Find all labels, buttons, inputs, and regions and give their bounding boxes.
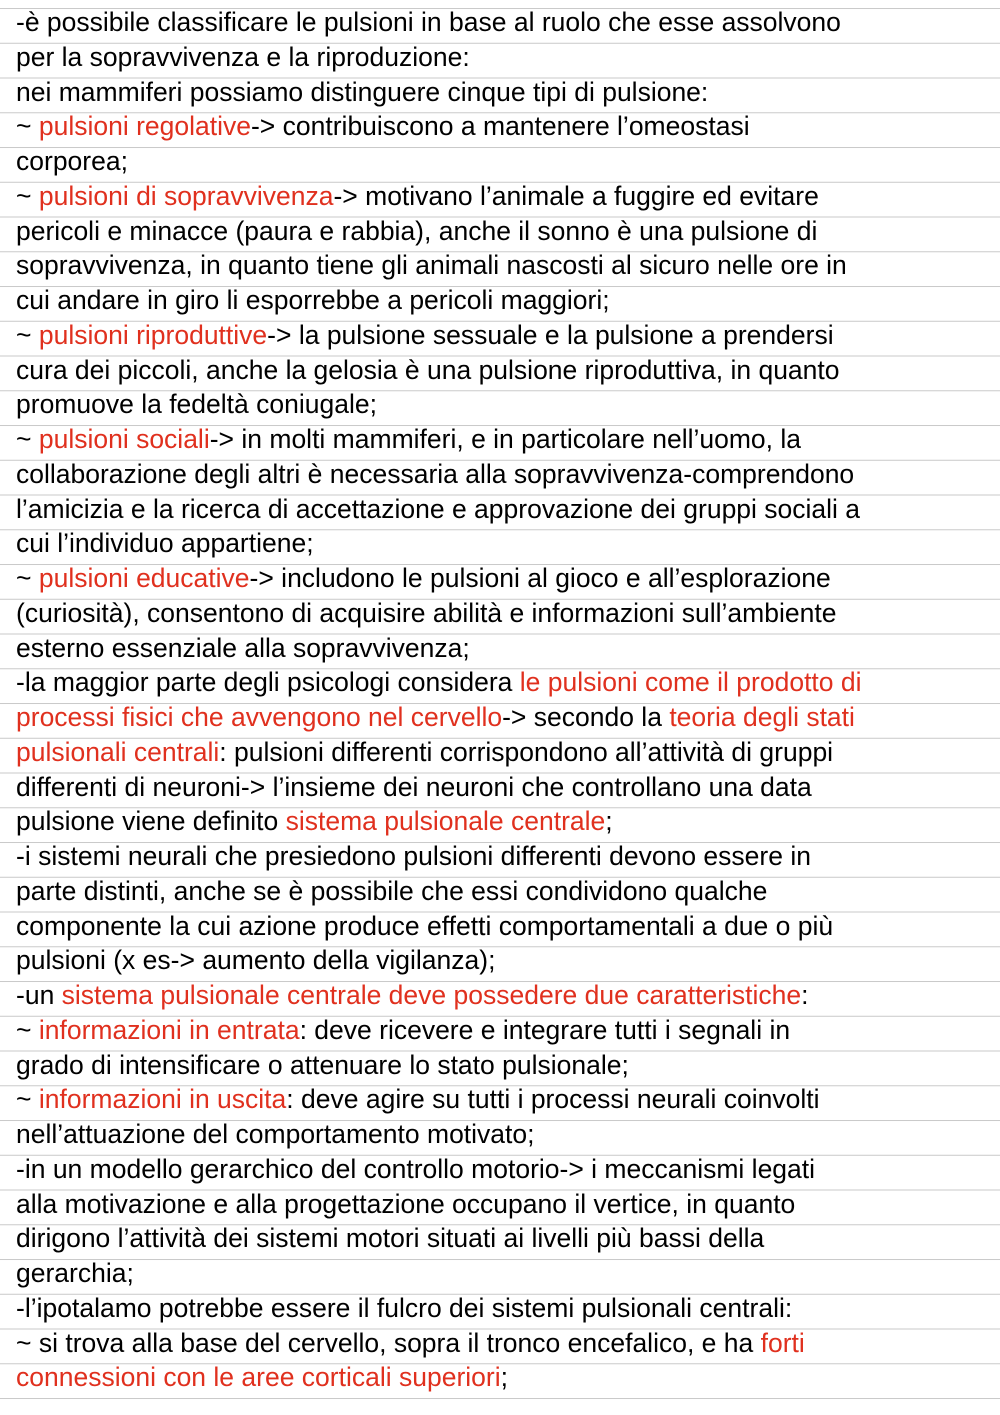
text-segment: ~ si trova alla base del cervello, sopra il tronco encefalico, e ha	[16, 1327, 761, 1358]
text-line	[16, 1152, 984, 1187]
text-line	[16, 1082, 984, 1117]
text-line	[16, 283, 984, 318]
text-segment: : deve ricevere e integrare tutti i segnali in	[299, 1014, 791, 1045]
text-line	[16, 561, 984, 596]
text-segment: -è possibile classificare le pulsioni in base al ruolo che esse assolvono	[16, 7, 841, 37]
text-line	[16, 804, 984, 839]
text-segment: pulsioni (x es-> aumento della vigilanza);	[16, 945, 496, 976]
text-segment: -un	[16, 980, 62, 1010]
text-line	[16, 1256, 984, 1291]
text-segment: pulsione viene definito	[16, 806, 286, 837]
text-line	[16, 248, 984, 283]
text-line	[16, 144, 984, 179]
text-segment: -> la pulsione sessuale e la pulsione a prendersi	[267, 319, 834, 350]
text-segment: collaborazione degli altri è necessaria alla sopravvivenza-comprendono	[16, 458, 855, 489]
text-segment: -in un modello gerarchico del controllo motorio-> i meccanismi legati	[16, 1153, 816, 1184]
text-line	[16, 909, 984, 944]
text-segment: cura dei piccoli, anche la gelosia è una pulsione riproduttiva, in quanto	[16, 354, 840, 385]
text-segment: ~	[16, 424, 39, 454]
text-segment: ~	[16, 319, 39, 350]
text-segment: grado di intensificare o attenuare lo stato pulsionale;	[16, 1049, 629, 1080]
text-segment: : deve agire su tutti i processi neurali coinvolti	[286, 1084, 820, 1115]
text-segment: ~	[16, 1014, 39, 1045]
text-segment: per la sopravvivenza e la riproduzione:	[16, 41, 470, 72]
text-segment: :	[801, 980, 809, 1010]
highlighted-term: informazioni in uscita	[38, 1084, 287, 1115]
text-line	[16, 631, 984, 666]
text-segment: : pulsioni differenti corrispondono all’attività di gruppi	[219, 736, 834, 767]
text-line	[16, 735, 984, 770]
text-line	[16, 874, 984, 909]
text-segment: ~	[16, 180, 39, 211]
text-segment: sopravvivenza, in quanto tiene gli animali nascosti al sicuro nelle ore in	[16, 250, 847, 281]
highlighted-term: pulsioni educative	[38, 563, 250, 593]
highlighted-term: sistema pulsionale centrale	[285, 806, 606, 837]
text-line	[16, 5, 984, 40]
text-line	[16, 1117, 984, 1152]
text-line	[16, 978, 984, 1013]
text-segment: ~	[16, 1084, 39, 1115]
text-line	[16, 1013, 984, 1048]
text-segment: dirigono l’attività dei sistemi motori situati ai livelli più bassi della	[16, 1223, 765, 1254]
text-line	[16, 1221, 984, 1256]
text-segment: ;	[605, 806, 613, 837]
text-segment: ~	[16, 563, 39, 593]
highlighted-term: informazioni in entrata	[38, 1014, 300, 1045]
text-line	[16, 318, 984, 353]
highlighted-term: pulsioni riproduttive	[38, 319, 268, 350]
text-line	[16, 353, 984, 388]
text-line	[16, 40, 984, 75]
text-line	[16, 596, 984, 631]
text-line	[16, 839, 984, 874]
text-line	[16, 492, 984, 527]
text-line	[16, 109, 984, 144]
text-segment: nei mammiferi possiamo distinguere cinque tipi di pulsione:	[16, 76, 709, 107]
text-segment: -la maggior parte degli psicologi considera	[16, 667, 520, 698]
text-segment: nell’attuazione del comportamento motivato;	[16, 1119, 535, 1149]
highlighted-term: sistema pulsionale centrale deve possedere due caratteristiche	[61, 980, 802, 1010]
text-segment: pericoli e minacce (paura e rabbia), anche il sonno è una pulsione di	[16, 215, 818, 246]
text-line	[16, 700, 984, 735]
text-line	[16, 1291, 984, 1326]
highlighted-term: pulsioni di sopravvivenza	[38, 180, 334, 211]
text-segment: -l’ipotalamo potrebbe essere il fulcro dei sistemi pulsionali centrali:	[16, 1292, 793, 1323]
text-segment: -i sistemi neurali che presiedono pulsioni differenti devono essere in	[16, 841, 811, 871]
text-line	[16, 214, 984, 249]
text-segment: corporea;	[16, 146, 128, 176]
text-line	[16, 1187, 984, 1222]
highlighted-term: pulsionali centrali	[16, 736, 220, 767]
highlighted-term: forti	[760, 1327, 805, 1358]
text-segment: promuove la fedeltà coniugale;	[16, 389, 377, 420]
text-segment: gerarchia;	[16, 1258, 134, 1288]
text-segment: parte distinti, anche se è possibile che essi condividono qualche	[16, 875, 768, 906]
text-line	[16, 179, 984, 214]
highlighted-term: processi fisici che avvengono nel cervello	[16, 702, 503, 732]
text-line	[16, 1048, 984, 1083]
highlighted-term: pulsioni sociali	[38, 424, 210, 454]
text-segment: cui l’individuo appartiene;	[16, 528, 314, 559]
text-line	[16, 526, 984, 561]
highlighted-term: le pulsioni come il prodotto di	[519, 667, 862, 698]
text-line	[16, 1360, 984, 1395]
text-segment: (curiosità), consentono di acquisire abilità e informazioni sull’ambiente	[16, 597, 837, 628]
text-line	[16, 422, 984, 457]
highlighted-term: pulsioni regolative	[38, 111, 251, 142]
text-line	[16, 75, 984, 110]
text-segment: -> motivano l’animale a fuggire ed evitare	[333, 180, 819, 211]
text-line	[16, 943, 984, 978]
text-segment: -> contribuiscono a mantenere l’omeostasi	[250, 111, 750, 142]
text-line	[16, 665, 984, 700]
text-segment: -> includono le pulsioni al gioco e all’esplorazione	[249, 563, 831, 593]
text-segment: componente la cui azione produce effetti comportamentali a due o più	[16, 910, 834, 941]
text-line	[16, 387, 984, 422]
highlighted-term: teoria degli stati	[669, 702, 855, 732]
text-segment: differenti di neuroni-> l’insieme dei neuroni che controllano una data	[16, 771, 812, 802]
text-segment: -> secondo la	[502, 702, 670, 732]
text-line	[16, 457, 984, 492]
text-line	[16, 770, 984, 805]
highlighted-term: connessioni con le aree corticali superiori	[16, 1362, 501, 1393]
text-line	[16, 1326, 984, 1361]
text-segment: esterno essenziale alla sopravvivenza;	[16, 632, 470, 663]
text-segment: -> in molti mammiferi, e in particolare nell’uomo, la	[209, 424, 802, 454]
text-segment: ~	[16, 111, 39, 142]
text-segment: l’amicizia e la ricerca di accettazione e approvazione dei gruppi sociali a	[16, 493, 861, 524]
text-segment: cui andare in giro li esporrebbe a pericoli maggiori;	[16, 285, 610, 315]
text-segment: alla motivazione e alla progettazione occupano il vertice, in quanto	[16, 1188, 796, 1219]
text-segment: ;	[500, 1362, 508, 1393]
